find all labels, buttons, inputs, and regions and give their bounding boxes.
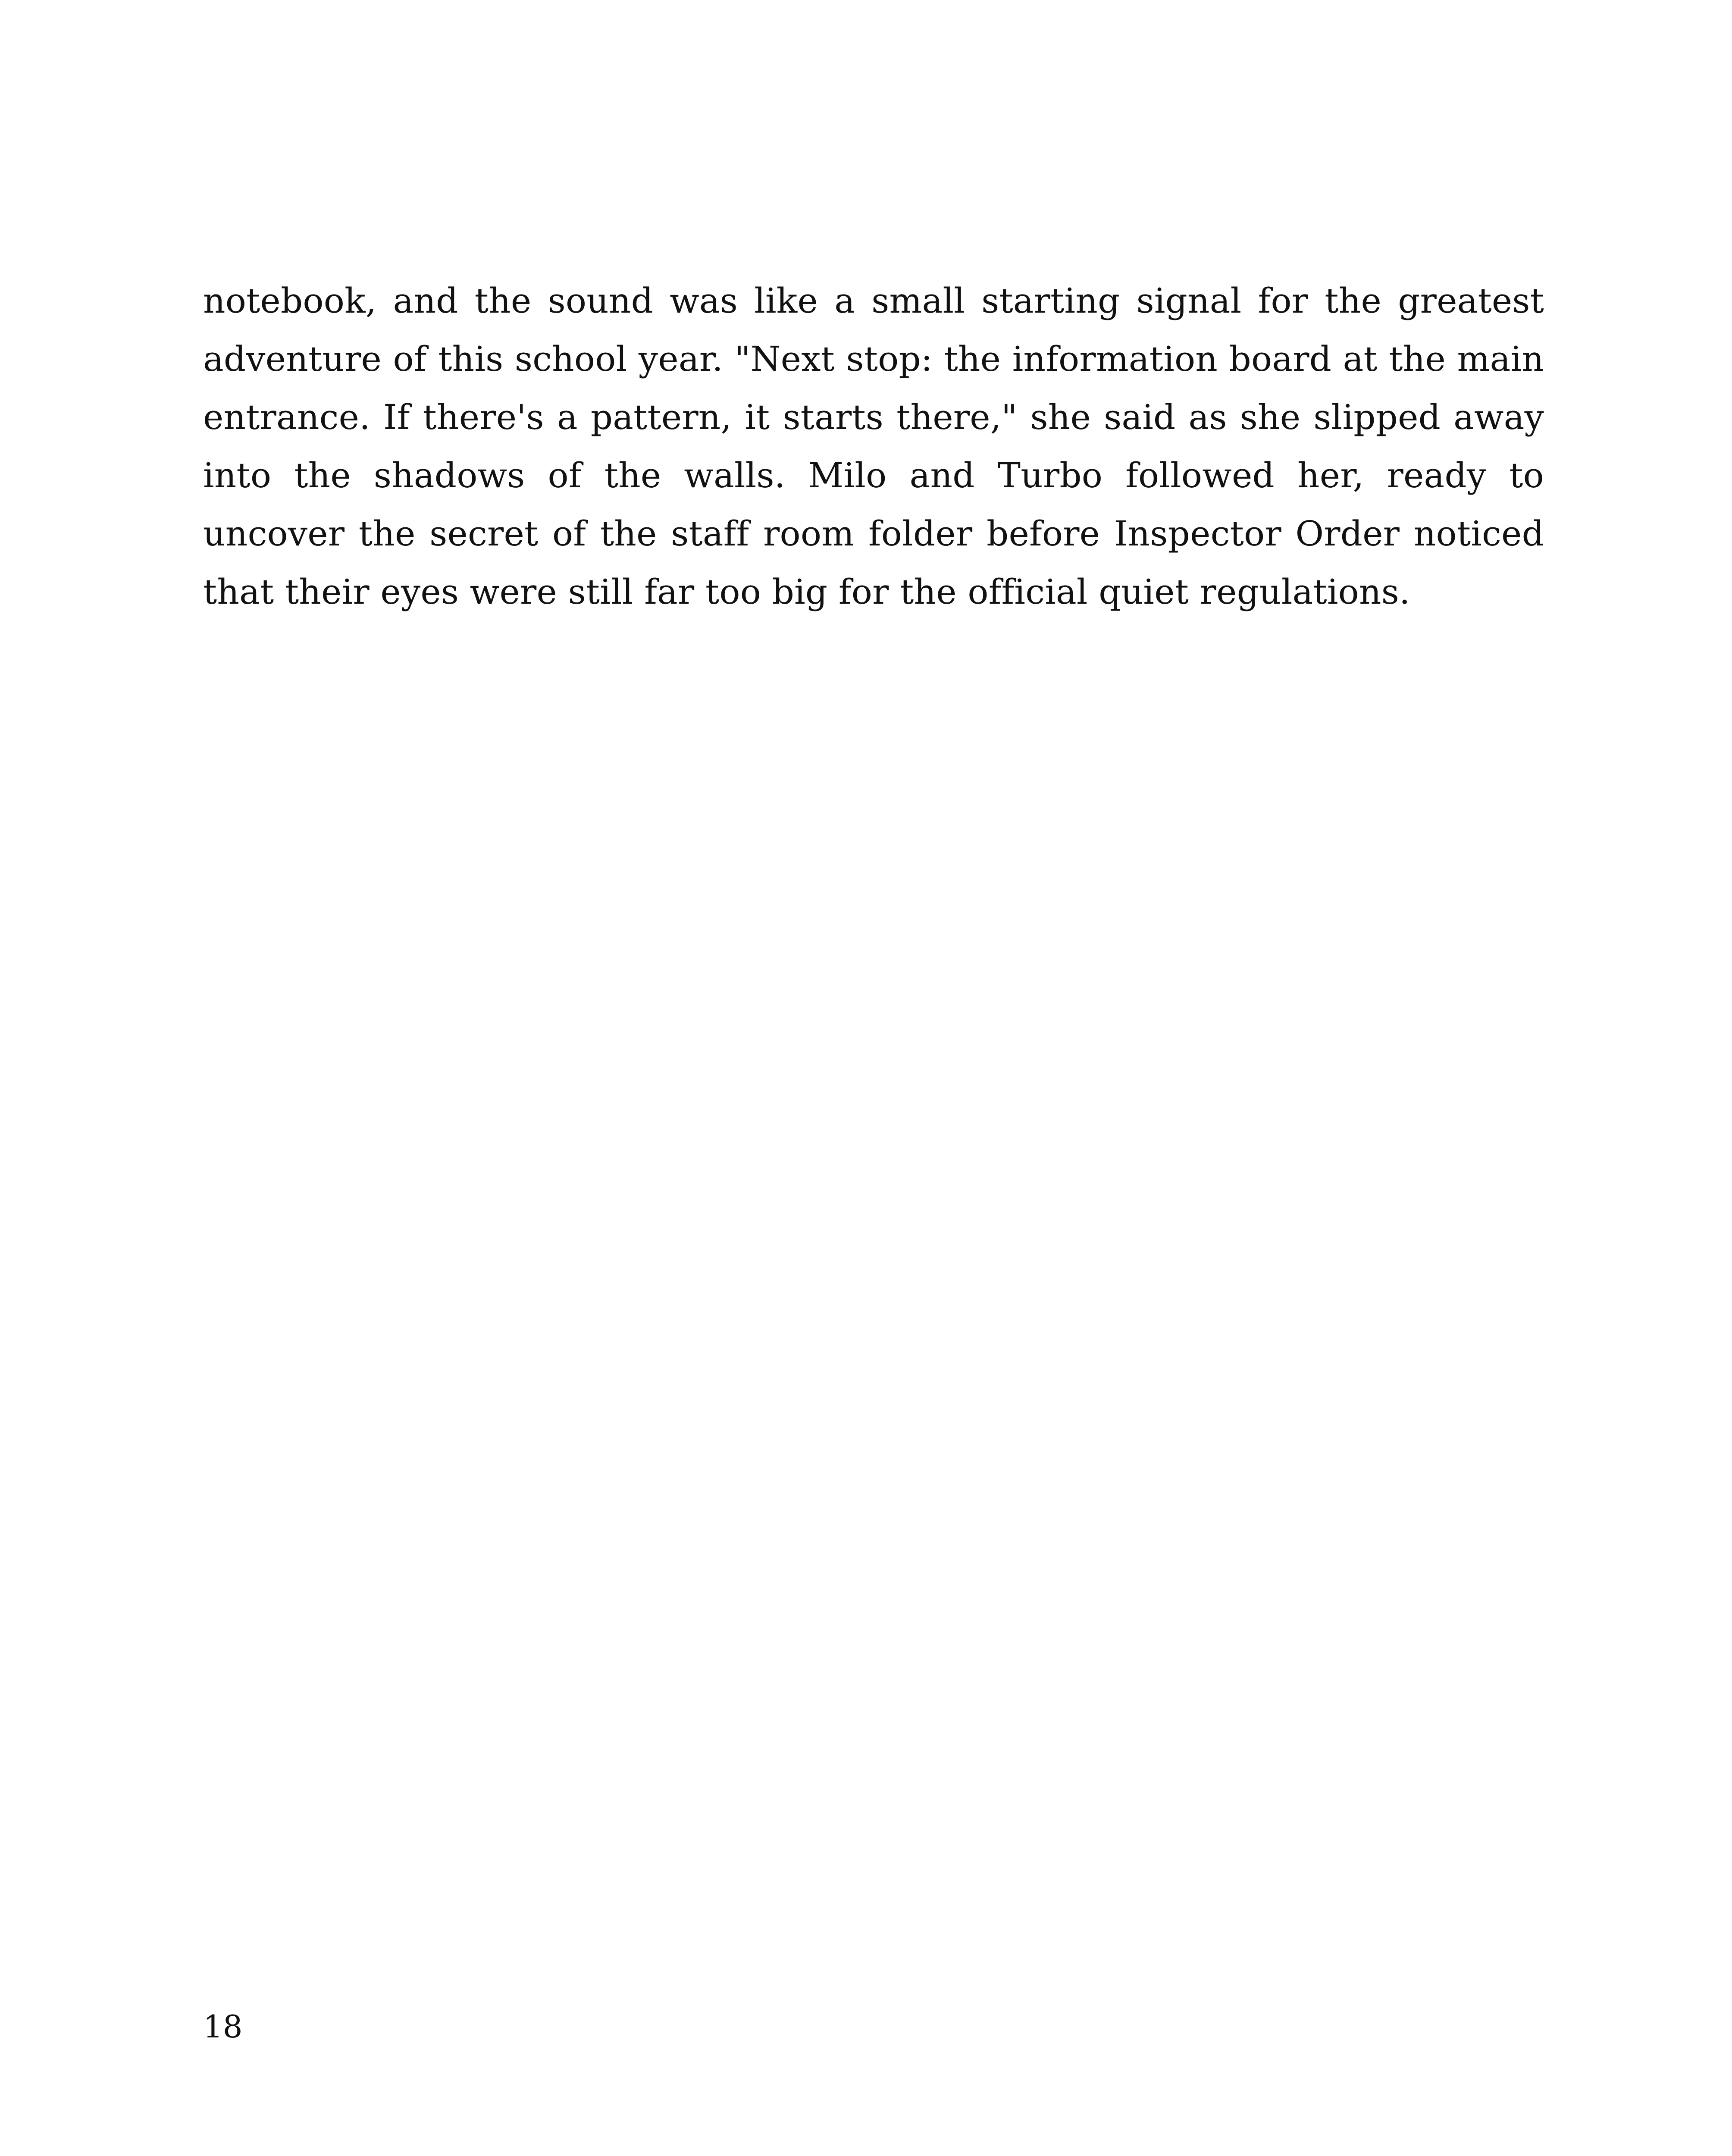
- body-paragraph: notebook, and the sound was like a small starting signal for the greatest adventure of this school year. "Next stop: the information board at the main entrance. If there's a pattern, it starts there," she said as she slipped away into the shadows of the walls. Milo and Turbo followed her, ready to uncover the secret of the staff room folder before Inspector Order noticed that their eyes were still far too big for the official quiet regulations.: [203, 281, 1544, 612]
- page-number: 18: [203, 2009, 243, 2045]
